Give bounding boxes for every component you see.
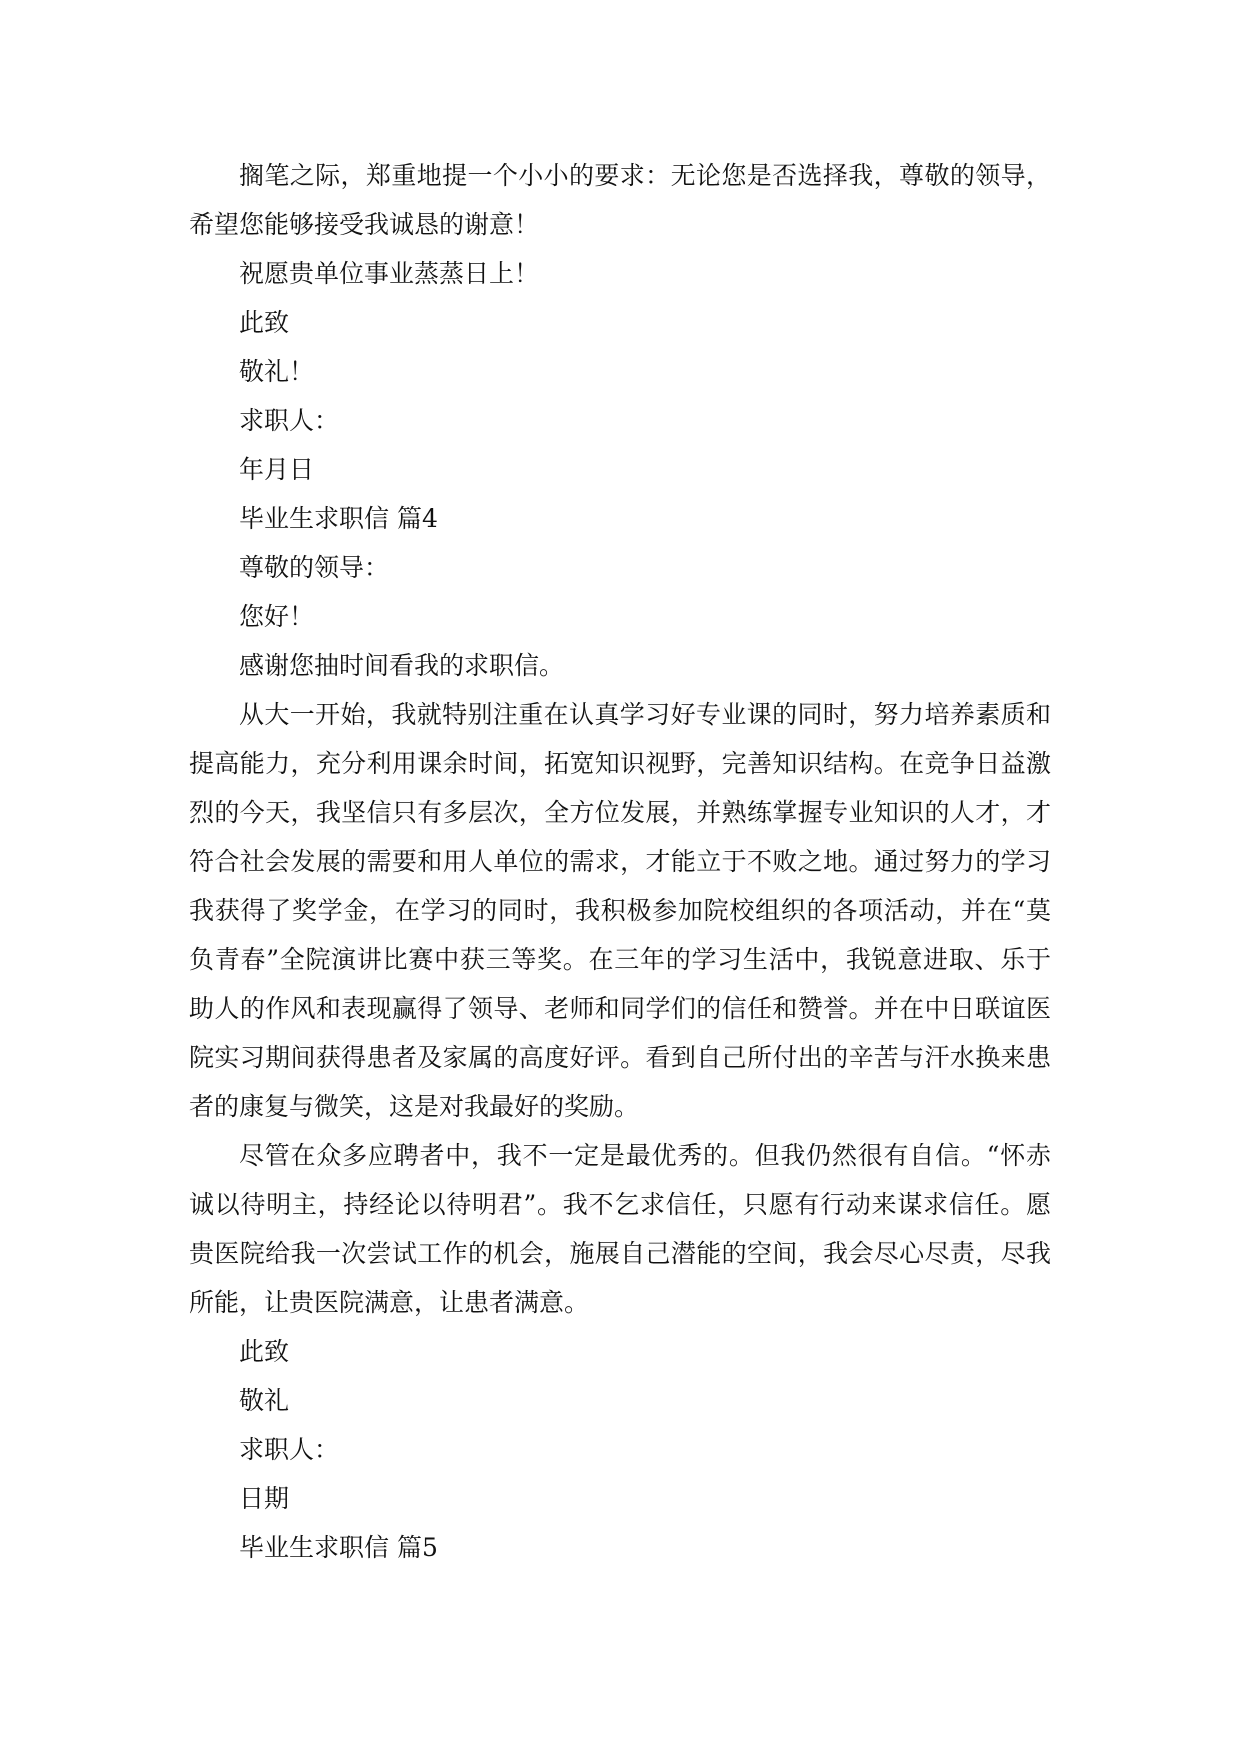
salutation-jingli-2: 敬礼 [239,1386,290,1415]
thanks-line: 感谢您抽时间看我的求职信。 [239,651,565,680]
greeting-recipient: 尊敬的领导： [239,553,390,582]
section-heading-4: 毕业生求职信 篇4 [239,504,438,533]
wish-line: 祝愿贵单位事业蒸蒸日上！ [239,259,540,288]
closing-request-paragraph: 搁笔之际，郑重地提一个小小的要求：无论您是否选择我，尊敬的领导，希望您能够接受我诚恳的谢意！ [189,161,1051,239]
date-line-2: 日期 [239,1484,290,1513]
salutation-cizhi-2: 此致 [239,1337,290,1366]
letter-body [189,151,1051,1572]
section-heading-5: 毕业生求职信 篇5 [239,1533,438,1562]
salutation-jingli: 敬礼！ [239,357,315,386]
applicant-label: 求职人： [239,406,340,435]
confidence-paragraph: 尽管在众多应聘者中，我不一定是最优秀的。但我仍然很有自信。“怀赤诚以待明主，持经论以待明君”。我不乞求信任，只愿有行动来谋求信任。愿贵医院给我一次尝试工作的机会，施展自己潜能的空间，我会尽心尽责，尽我所能，让贵医院满意，让患者满意。 [189,1141,1051,1317]
experience-paragraph: 从大一开始，我就特别注重在认真学习好专业课的同时，努力培养素质和提高能力，充分利用课余时间，拓宽知识视野，完善知识结构。在竞争日益激烈的今天，我坚信只有多层次，全方位发展，并熟练掌握专业知识的人才，才符合社会发展的需要和用人单位的需求，才能立于不败之地。通过努力的学习我获得了奖学金，在学习的同时，我积极参加院校组织的各项活动，并在“莫负青春”全院演讲比赛中获三等奖。在三年的学习生活中，我锐意进取、乐于助人的作风和表现赢得了领导、老师和同学们的信任和赞誉。并在中日联谊医院实习期间获得患者及家属的高度好评。看到自己所付出的辛苦与汗水换来患者的康复与微笑，这是对我最好的奖励。 [189,700,1051,1121]
salutation-cizhi: 此致 [239,308,290,337]
applicant-label-2: 求职人： [239,1435,340,1464]
greeting-hello: 您好！ [239,602,315,631]
date-line: 年月日 [239,455,315,484]
